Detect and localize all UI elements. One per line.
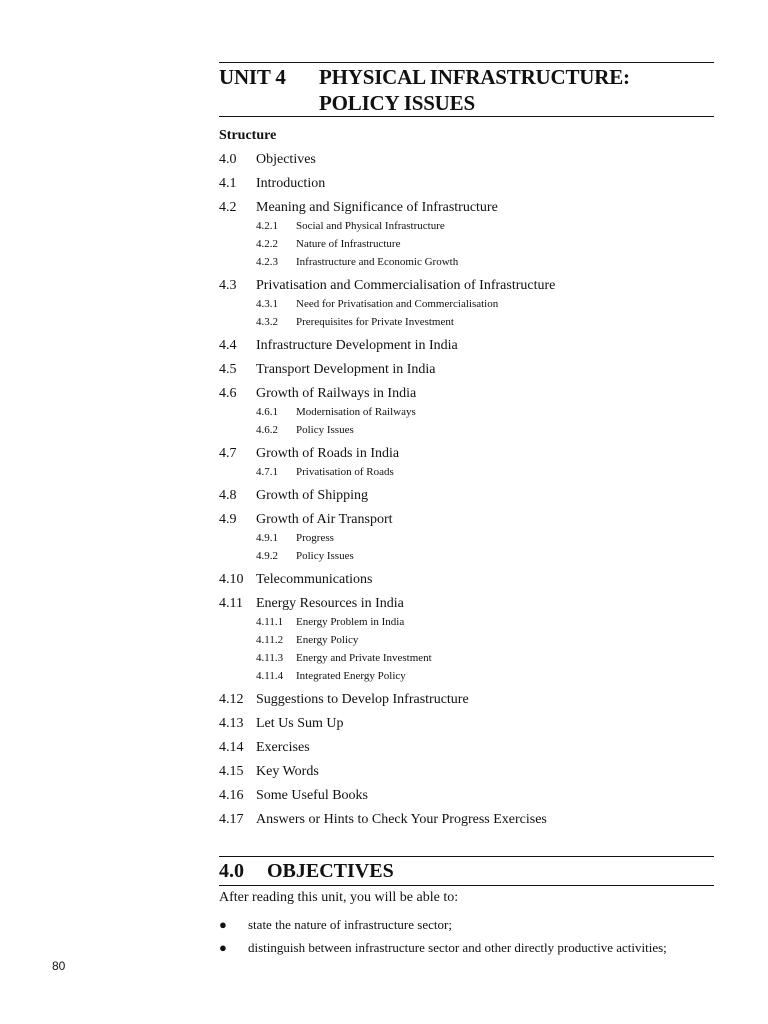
- toc-entry-title: Growth of Air Transport: [256, 512, 393, 527]
- toc-subentry-number: 4.2.3: [256, 256, 278, 268]
- toc-subentry-title: Need for Privatisation and Commercialisation: [296, 298, 499, 310]
- toc-subentry: [219, 631, 714, 649]
- toc-entry-number: 4.12: [219, 692, 244, 707]
- top-rule: [219, 62, 714, 63]
- toc-subentry-title: Social and Physical Infrastructure: [296, 220, 445, 232]
- toc-subentry: [219, 463, 714, 481]
- toc-subentry-number: 4.9.2: [256, 550, 278, 562]
- toc-entry-line: [219, 199, 714, 217]
- toc-entry-title: Transport Development in India: [256, 362, 436, 377]
- toc-entry: [219, 787, 714, 805]
- toc-entry-line: [219, 445, 714, 463]
- toc-entry: [219, 385, 714, 439]
- toc-entry-title: Privatisation and Commercialisation of Infrastructure: [256, 278, 556, 293]
- toc-subentry-number: 4.11.2: [256, 634, 284, 646]
- toc-subentry: [219, 253, 714, 271]
- toc-subentry-number: 4.6.1: [256, 406, 278, 418]
- unit-title-line-1: PHYSICAL INFRASTRUCTURE:: [319, 65, 630, 89]
- objective-bullet: [219, 916, 739, 934]
- toc-subentry-number: 4.3.2: [256, 316, 278, 328]
- toc-entry: [219, 691, 714, 709]
- toc-entry-line: [219, 715, 714, 733]
- toc-entry-title: Some Useful Books: [256, 788, 368, 803]
- toc-entry: [219, 811, 714, 829]
- toc-entry-number: 4.8: [219, 488, 237, 503]
- toc-subentry: [219, 649, 714, 667]
- toc-entry-title: Energy Resources in India: [256, 596, 404, 611]
- toc-entry-number: 4.9: [219, 512, 237, 527]
- toc-entry-line: [219, 691, 714, 709]
- toc-subentry: [219, 313, 714, 331]
- objectives-bottom-rule: [219, 885, 714, 886]
- toc-entry: [219, 715, 714, 733]
- toc-subentry: [219, 667, 714, 685]
- toc-entry-number: 4.3: [219, 278, 237, 293]
- toc-entry-number: 4.13: [219, 716, 244, 731]
- toc-entry-line: [219, 595, 714, 613]
- toc-entry: [219, 175, 714, 193]
- toc-entry-number: 4.5: [219, 362, 237, 377]
- toc-subentry-number: 4.11.4: [256, 670, 284, 682]
- toc-entry-title: Answers or Hints to Check Your Progress Exercises: [256, 812, 547, 827]
- toc-entry-number: 4.15: [219, 764, 244, 779]
- toc-entry: [219, 361, 714, 379]
- toc-subentry-title: Progress: [296, 532, 334, 544]
- toc-entry-line: [219, 385, 714, 403]
- toc-entry-line: [219, 487, 714, 505]
- toc-entry-title: Let Us Sum Up: [256, 716, 344, 731]
- toc-entry-number: 4.11: [219, 596, 243, 611]
- toc-entry-line: [219, 151, 714, 169]
- toc-entry-number: 4.14: [219, 740, 244, 755]
- toc-subentry-number: 4.11.3: [256, 652, 284, 664]
- toc-entry-title: Meaning and Significance of Infrastructure: [256, 200, 498, 215]
- toc-entry-title: Suggestions to Develop Infrastructure: [256, 692, 469, 707]
- toc-subentry-title: Prerequisites for Private Investment: [296, 316, 454, 328]
- toc-entry-number: 4.16: [219, 788, 244, 803]
- toc-subentry-number: 4.11.1: [256, 616, 284, 628]
- objectives-list: [219, 916, 739, 962]
- toc-entry-number: 4.6: [219, 386, 237, 401]
- toc-entry: [219, 571, 714, 589]
- toc-entry-number: 4.10: [219, 572, 244, 587]
- toc-entry: [219, 151, 714, 169]
- page-number: 80: [52, 959, 66, 973]
- toc-subentry: [219, 235, 714, 253]
- toc-subentry: [219, 403, 714, 421]
- toc-entry: [219, 445, 714, 481]
- objectives-number: 4.0: [219, 860, 244, 882]
- toc-entry-line: [219, 277, 714, 295]
- toc-entry-line: [219, 811, 714, 829]
- toc-entry-title: Growth of Shipping: [256, 488, 368, 503]
- toc-subentry-title: Energy Policy: [296, 634, 359, 646]
- toc-entry-number: 4.2: [219, 200, 237, 215]
- toc-entry-title: Introduction: [256, 176, 326, 191]
- objectives-title: OBJECTIVES: [267, 860, 394, 882]
- toc-subentry-title: Energy and Private Investment: [296, 652, 432, 664]
- toc-subentry-title: Nature of Infrastructure: [296, 238, 401, 250]
- objectives-intro: After reading this unit, you will be able to:: [219, 890, 459, 905]
- toc-subentry-title: Privatisation of Roads: [296, 466, 394, 478]
- objective-bullet: [219, 939, 739, 957]
- toc-entry-number: 4.7: [219, 446, 237, 461]
- unit-number: UNIT 4: [219, 65, 286, 89]
- toc-entry-number: 4.17: [219, 812, 244, 827]
- document-page: [219, 0, 714, 1024]
- objectives-section: [219, 856, 714, 886]
- toc-subentry-title: Modernisation of Railways: [296, 406, 416, 418]
- toc-entry: [219, 511, 714, 565]
- toc-entry-title: Growth of Roads in India: [256, 446, 400, 461]
- toc-entry: [219, 277, 714, 331]
- toc-entry-line: [219, 511, 714, 529]
- toc-entry-title: Exercises: [256, 740, 310, 755]
- toc-entry-line: [219, 175, 714, 193]
- toc-subentry-title: Policy Issues: [296, 424, 354, 436]
- toc-entry: [219, 763, 714, 781]
- toc-subentry-number: 4.3.1: [256, 298, 278, 310]
- toc-entry-title: Key Words: [256, 764, 319, 779]
- toc-subentry: [219, 547, 714, 565]
- objective-text: state the nature of infrastructure sector;: [248, 917, 452, 932]
- toc-subentry: [219, 421, 714, 439]
- toc-entry-line: [219, 739, 714, 757]
- toc-entry-line: [219, 787, 714, 805]
- toc-subentry-title: Energy Problem in India: [296, 616, 405, 628]
- toc-entry-title: Infrastructure Development in India: [256, 338, 458, 353]
- toc-entry: [219, 487, 714, 505]
- toc-entry: [219, 739, 714, 757]
- toc-subentry-title: Policy Issues: [296, 550, 354, 562]
- toc-entry: [219, 199, 714, 271]
- toc-subentry: [219, 295, 714, 313]
- toc-subentry-number: 4.2.1: [256, 220, 278, 232]
- objectives-heading: [219, 857, 714, 885]
- toc-entry-number: 4.0: [219, 152, 237, 167]
- toc-subentry-number: 4.7.1: [256, 466, 278, 478]
- toc-subentry-number: 4.9.1: [256, 532, 278, 544]
- toc-entry-line: [219, 337, 714, 355]
- bullet-dot-icon: ●: [219, 917, 227, 932]
- toc-entry-title: Telecommunications: [256, 572, 373, 587]
- toc-entry-title: Growth of Railways in India: [256, 386, 417, 401]
- bottom-rule: [219, 116, 714, 117]
- toc-entry-line: [219, 571, 714, 589]
- bullet-dot-icon: ●: [219, 940, 227, 955]
- toc-entry-line: [219, 361, 714, 379]
- toc-subentry-title: Infrastructure and Economic Growth: [296, 256, 459, 268]
- toc-entry-title: Objectives: [256, 152, 316, 167]
- table-of-contents: [219, 151, 714, 835]
- toc-subentry-number: 4.6.2: [256, 424, 278, 436]
- toc-entry: [219, 337, 714, 355]
- structure-label: Structure: [219, 128, 277, 143]
- toc-entry-number: 4.4: [219, 338, 237, 353]
- toc-subentry: [219, 613, 714, 631]
- toc-entry-number: 4.1: [219, 176, 237, 191]
- objective-text: distinguish between infrastructure sector and other directly productive activities;: [248, 940, 667, 955]
- toc-entry: [219, 595, 714, 685]
- toc-subentry-title: Integrated Energy Policy: [296, 670, 406, 682]
- toc-subentry-number: 4.2.2: [256, 238, 278, 250]
- unit-title-line-2: POLICY ISSUES: [319, 91, 475, 115]
- toc-subentry: [219, 529, 714, 547]
- toc-subentry: [219, 217, 714, 235]
- toc-entry-line: [219, 763, 714, 781]
